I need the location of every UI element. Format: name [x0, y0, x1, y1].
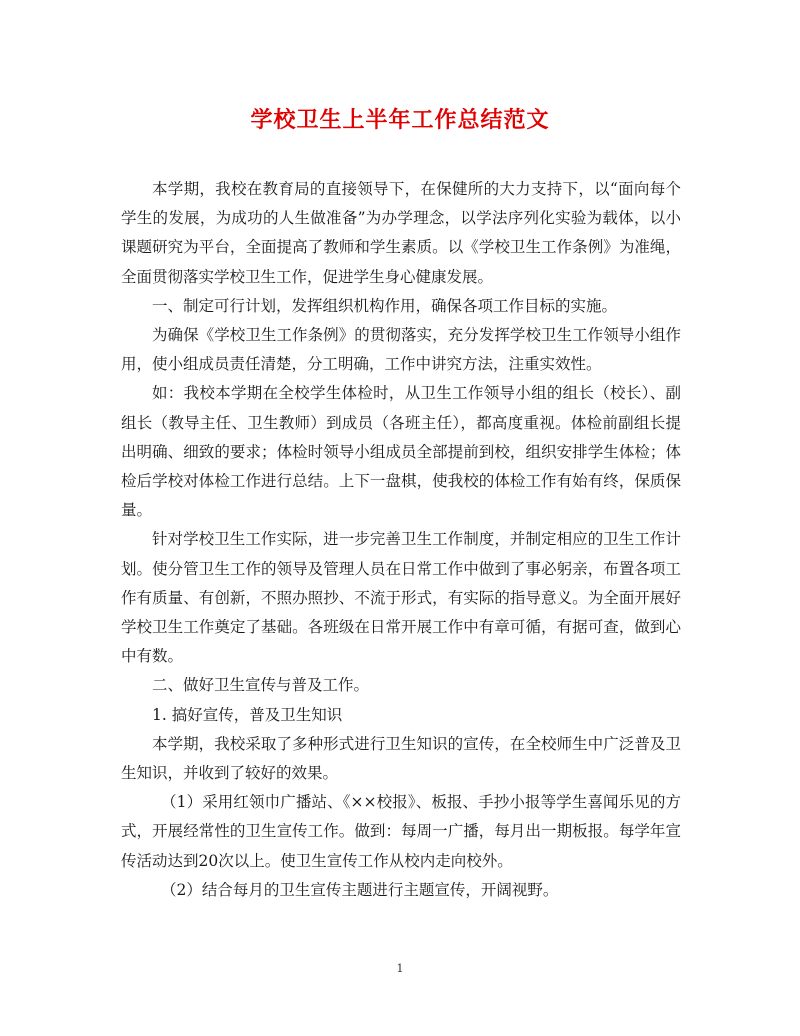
- paragraph-physical-exam: 如：我校本学期在全校学生体检时，从卫生工作领导小组的组长（校长）、副组长（教导主任、卫生教师）到成员（各班主任），都高度重视。体检前副组长提出明确、细致的要求；体检时领导小组成员全部提前到校，组织安排学生体检；体检后学校对体检工作进行总结。上下一盘棋，使我校的体检工作有始有终，保质保量。: [121, 384, 681, 520]
- paragraph-ensure-regulations: 为确保《学校卫生工作条例》的贯彻落实，充分发挥学校卫生工作领导小组作用，使小组成员责任清楚，分工明确，工作中讲究方法，注重实效性。: [121, 326, 681, 374]
- paragraph-publicity: 本学期，我校采取了多种形式进行卫生知识的宣传，在全校师生中广泛普及卫生知识，并收到了较好的效果。: [121, 734, 681, 783]
- document-title: 学校卫生上半年工作总结范文: [250, 107, 550, 133]
- page-number: 1: [396, 962, 404, 975]
- list-item-2: （2）结合每月的卫生宣传主题进行主题宣传，开阔视野。: [161, 880, 559, 899]
- paragraph-intro: 本学期，我校在教育局的直接领导下，在保健所的大力支持下，以“面向每个学生的发展，为成功的人生做准备”为办学理念，以学法序列化实验为载体，以小课题研究为平台，全面提高了教师和学生素质。以《学校卫生工作条例》为准绳，全面贯彻落实学校卫生工作，促进学生身心健康发展。: [121, 180, 681, 286]
- document-body: [121, 175, 681, 905]
- section-heading-2: 二、做好卫生宣传与普及工作。: [152, 676, 370, 695]
- list-item-1: （1）采用红领巾广播站、《××校报》、板报、手抄小报等学生喜闻乐见的方式，开展经常性的卫生宣传工作。做到：每周一广播，每月出一期板报。每学年宣传活动达到20次以上。使卫生宣传工作从校内走向校外。: [121, 793, 681, 870]
- section-heading-1: 一、制定可行计划，发挥组织机构作用，确保各项工作目标的实施。: [152, 296, 618, 315]
- paragraph-improve-system: 针对学校卫生工作实际，进一步完善卫生工作制度，并制定相应的卫生工作计划。使分管卫生工作的领导及管理人员在日常工作中做到了事必躬亲，布置各项工作有质量、有创新，不照办照抄、不流于形式，有实际的指导意义。为全面开展好学校卫生工作奠定了基础。各班级在日常开展工作中有章可循，有据可查，做到心中有数。: [121, 530, 681, 666]
- subsection-heading-1: 1. 搞好宣传，普及卫生知识: [152, 705, 343, 724]
